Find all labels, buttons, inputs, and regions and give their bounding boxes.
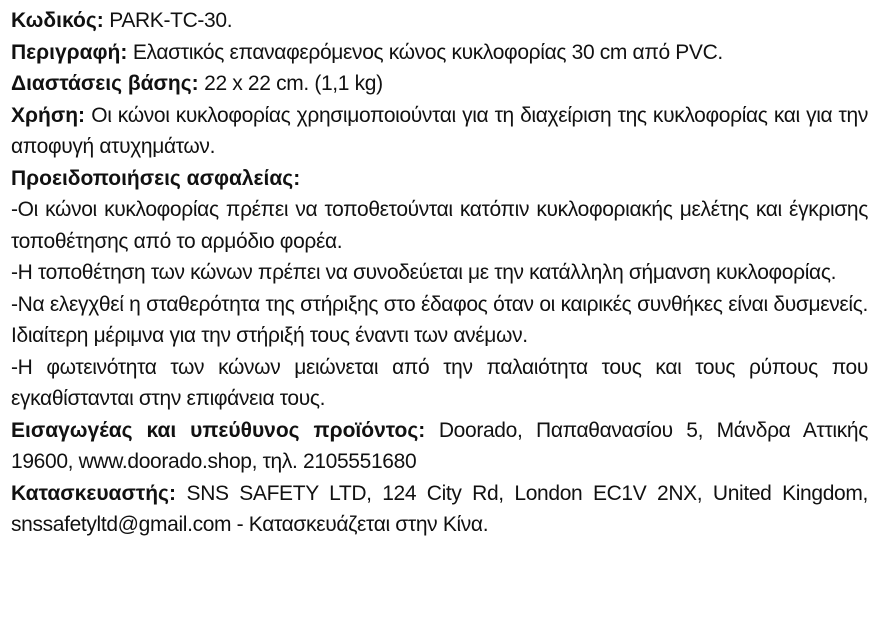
manufacturer-label: Κατασκευαστής: (11, 481, 176, 505)
safety-heading-line (11, 163, 868, 195)
usage-value: Οι κώνοι κυκλοφορίας χρησιμοποιούνται για τη διαχείριση της κυκλοφορίας και για την αποφυγή ατυχημάτων. (11, 103, 868, 158)
code-label: Κωδικός: (11, 9, 104, 32)
usage-paragraph (11, 100, 868, 163)
safety-warning-item: -Οι κώνοι κυκλοφορίας πρέπει να τοποθετούνται κατόπιν κυκλοφοριακής μελέτης και έγκρισης τοποθέτησης από το αρμόδιο φορέα. (11, 198, 868, 253)
description-label: Περιγραφή: (11, 40, 128, 64)
manufacturer-value: SNS SAFETY LTD, 124 City Rd, London EC1V 2NX, United Kingdom, snssafetyltd@gmail.com - Κατασκευάζεται στην Κίνα. (11, 481, 868, 536)
description-value: Ελαστικός επαναφερόμενος κώνος κυκλοφορίας 30 cm από PVC. (127, 40, 723, 64)
base-dimensions-value: 22 x 22 cm. (1,1 kg) (198, 72, 383, 95)
safety-warning-item: -Η τοποθέτηση των κώνων πρέπει να συνοδεύεται με την κατάλληλη σήμανση κυκλοφορίας. (11, 261, 837, 284)
safety-warning-item: -Να ελεγχθεί η σταθερότητα της στήριξης στο έδαφος όταν οι καιρικές συνθήκες είναι δυσμενείς. Ιδιαίτερη μέριμνα για την στήριξή τους έναντι των ανέμων. (11, 292, 868, 347)
safety-warning-item: -Η φωτεινότητα των κώνων μειώνεται από την παλαιότητα τους και τους ρύπους που εγκαθίστανται στην επιφάνεια τους. (11, 355, 868, 410)
code-value: PARK-TC-30. (103, 9, 233, 32)
importer-value: Doorado, Παπαθανασίου 5, Μάνδρα Αττικής 19600, www.doorado.shop, τηλ. 2105551680 (11, 418, 868, 473)
base-dimensions-line (11, 68, 868, 100)
base-dimensions-label: Διαστάσεις βάσης: (11, 72, 199, 95)
usage-label: Χρήση: (11, 103, 86, 127)
safety-heading: Προειδοποιήσεις ασφαλείας: (11, 166, 301, 190)
importer-label: Εισαγωγέας και υπεύθυνος προϊόντος: (11, 418, 426, 442)
manufacturer-paragraph (11, 478, 868, 541)
description-line (11, 37, 868, 69)
importer-paragraph (11, 415, 868, 478)
code-line (11, 5, 868, 37)
